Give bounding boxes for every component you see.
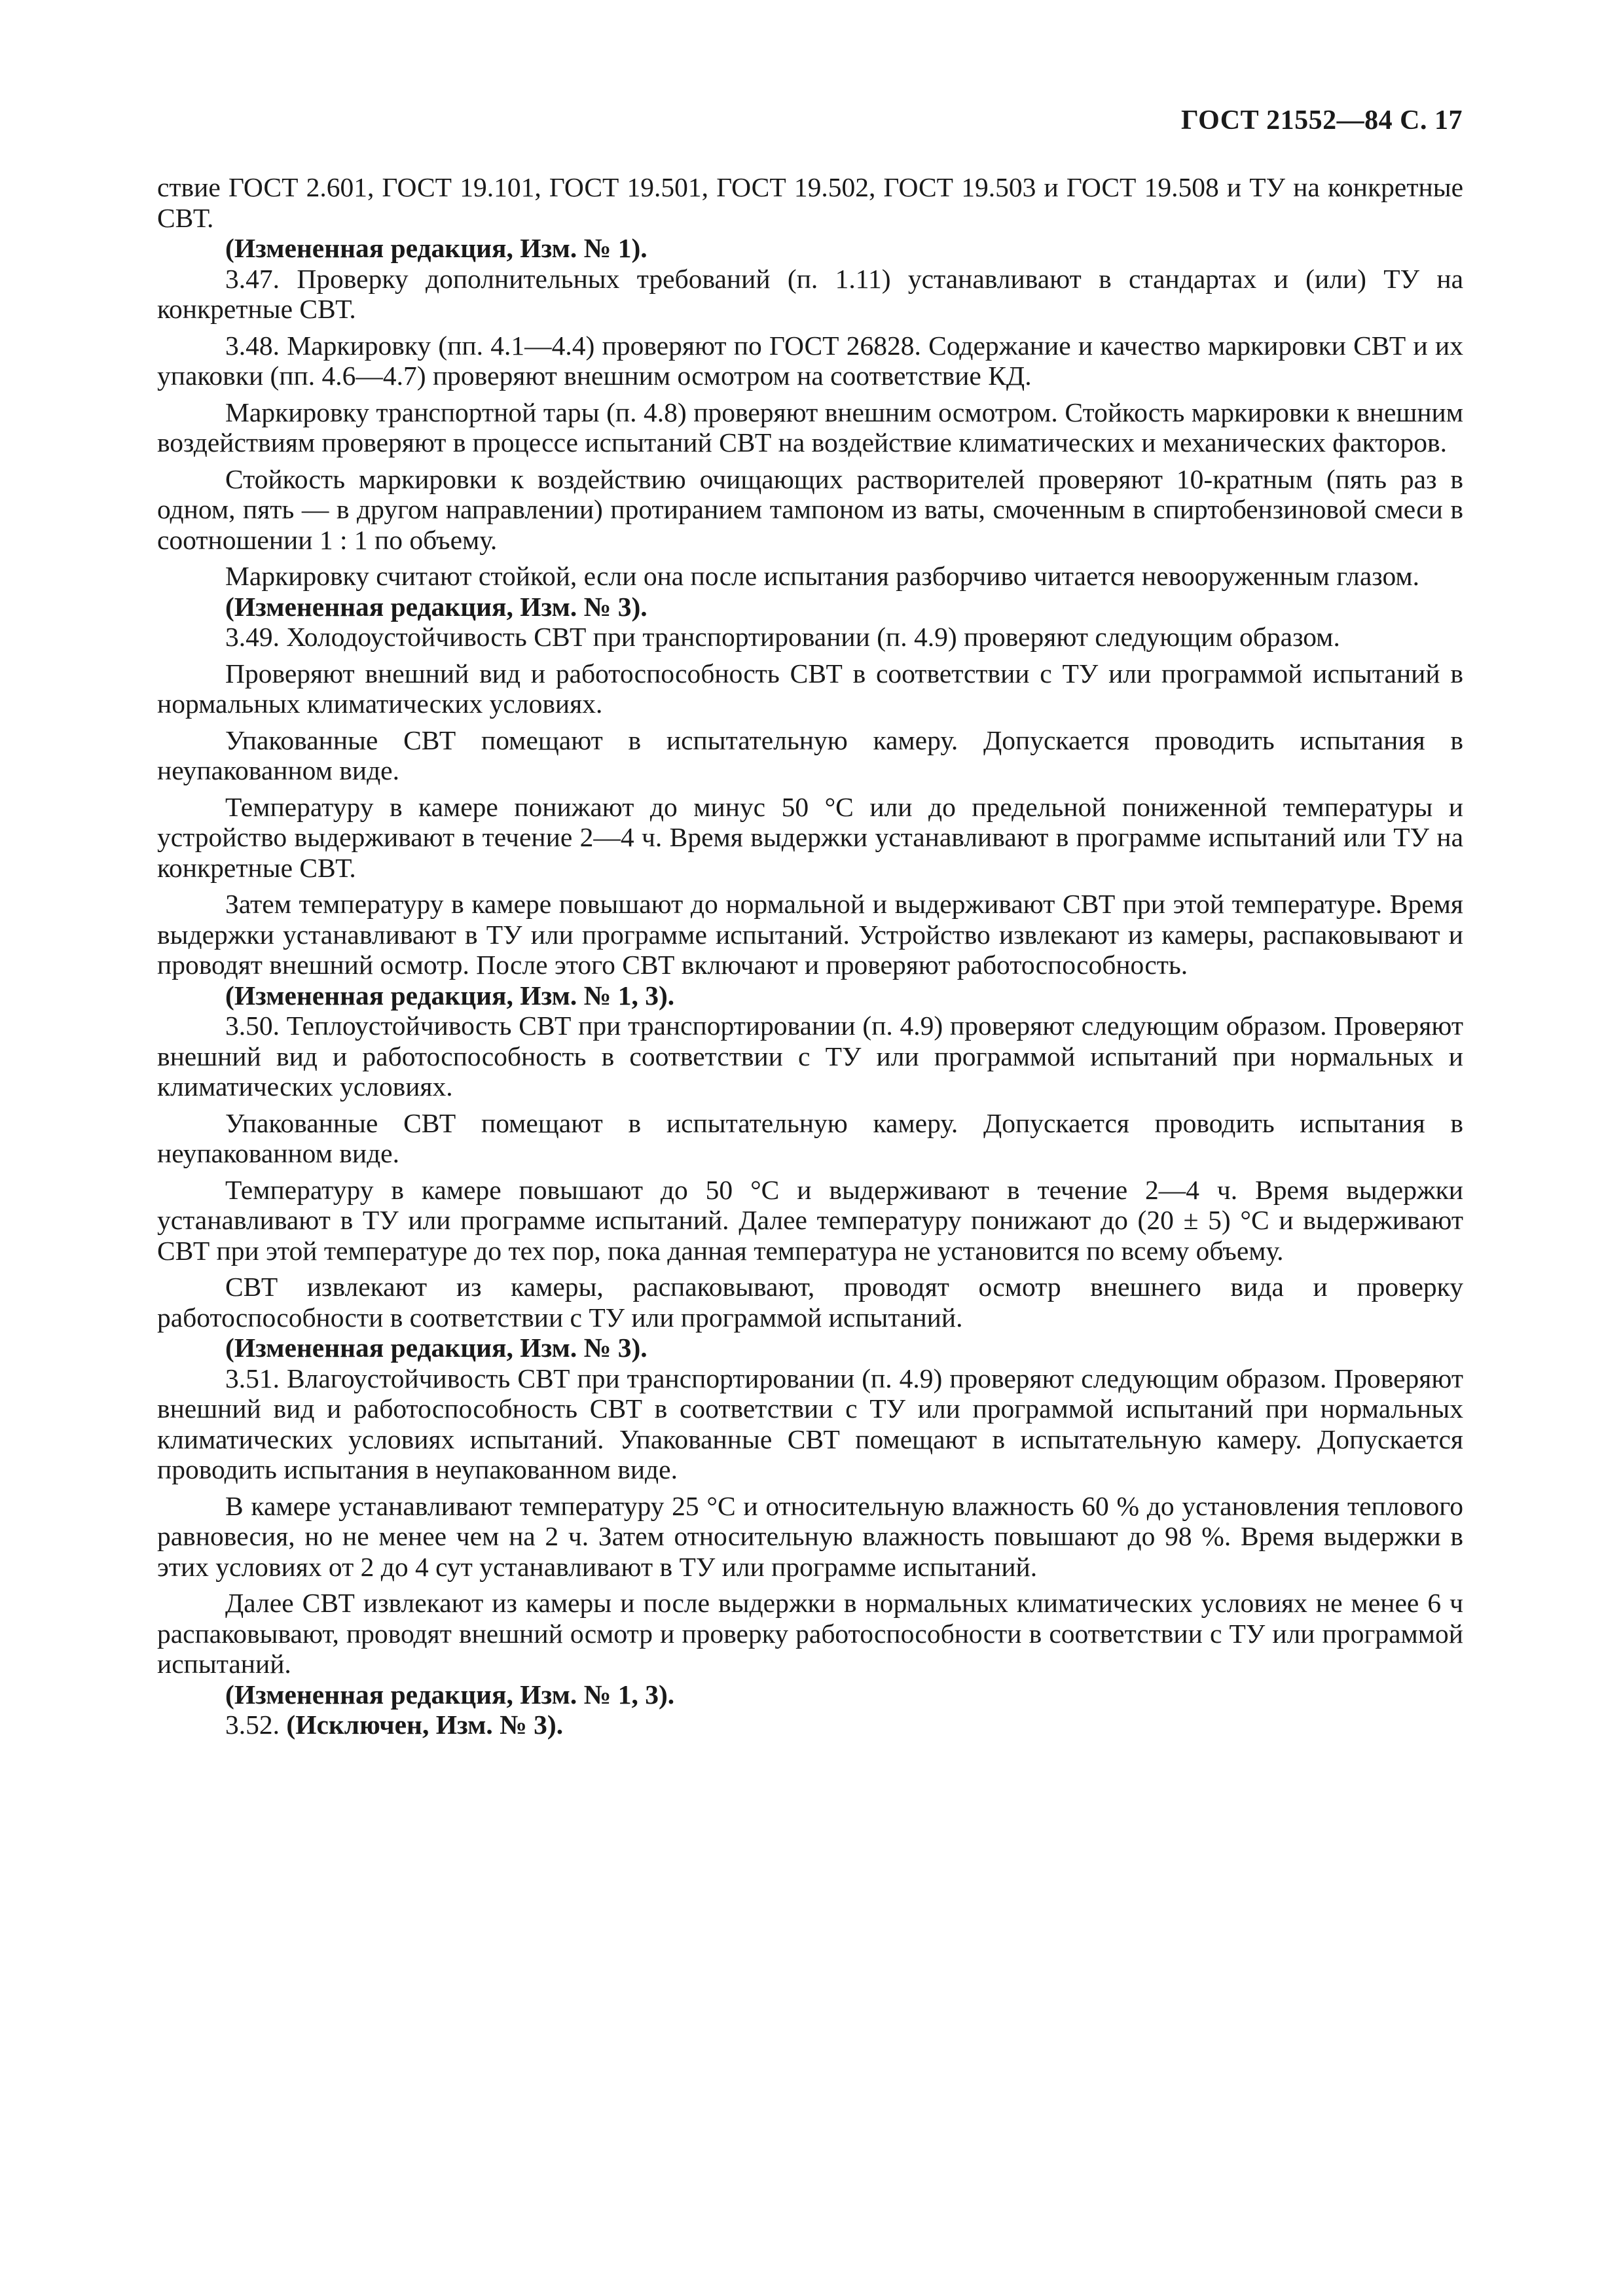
paragraph: Упакованные СВТ помещают в испытательную камеру. Допускается проводить испытания в неупакованном виде. — [157, 1107, 1463, 1168]
paragraph: Температуру в камере повышают до 50 °С и выдерживают в течение 2—4 ч. Время выдержки устанавливают в ТУ или программе испытаний. Далее температуру понижают до (20 ± 5) °С и выдерживают СВТ при этой температуре до тех пор, пока данная температура не установится по всему объему. — [157, 1174, 1463, 1266]
paragraph: Стойкость маркировки к воздействию очищающих растворителей проверяют 10-кратным (пять раз в одном, пять — в другом направлении) протиранием тампоном из ваты, смоченным в спиртобензиновой смеси в соотношении 1 : 1 по объему. — [157, 463, 1463, 555]
paragraph: Затем температуру в камере повышают до нормальной и выдерживают СВТ при этой температуре. Время выдержки устанавливают в ТУ или программе испытаний. Устройство извлекают из камеры, распаковывают и проводят внешний осмотр. После этого СВТ включают и проверяют работоспособность. — [157, 889, 1463, 980]
amendment-note: (Измененная редакция, Изм. № 3). — [225, 1333, 647, 1363]
paragraph: Температуру в камере понижают до минус 50 °С или до предельной пониженной температуры и устройство выдерживают в течение 2—4 ч. Время выдержки устанавливают в программе испытаний или ТУ на конкретные СВТ. — [157, 791, 1463, 883]
document-body — [157, 172, 1463, 1740]
page-header: ГОСТ 21552—84 С. 17 — [1180, 105, 1463, 135]
paragraph: СВТ извлекают из камеры, распаковывают, проводят осмотр внешнего вида и проверку работоспособности в соответствии с ТУ или программой испытаний. — [157, 1272, 1463, 1333]
paragraph: Упакованные СВТ помещают в испытательную камеру. Допускается проводить испытания в неупакованном виде. — [157, 725, 1463, 785]
amendment-note: (Измененная редакция, Изм. № 1). — [225, 233, 647, 263]
clause-3-50: 3.50. Теплоустойчивость СВТ при транспортировании (п. 4.9) проверяют следующим образом. Проверяют внешний вид и работоспособность в соответствии с ТУ или программой испытаний при нормальных и климатических условиях. — [157, 1011, 1463, 1102]
paragraph: Маркировку считают стойкой, если она после испытания разборчиво читается невооруженным глазом. — [225, 561, 1420, 591]
excluded-note: (Исключен, Изм. № 3). — [286, 1710, 564, 1740]
amendment-note: (Измененная редакция, Изм. № 3). — [225, 591, 647, 622]
paragraph: Проверяют внешний вид и работоспособность СВТ в соответствии с ТУ или программой испытаний в нормальных климатических условиях. — [157, 658, 1463, 719]
clause-3-48: 3.48. Маркировку (пп. 4.1—4.4) проверяют по ГОСТ 26828. Содержание и качество маркировки СВТ и их упаковки (пп. 4.6—4.7) проверяют внешним осмотром на соответствие КД. — [157, 330, 1463, 391]
clause-3-52 — [157, 1710, 1463, 1740]
amendment-note: (Измененная редакция, Изм. № 1, 3). — [225, 1679, 675, 1710]
clause-3-49: 3.49. Холодоустойчивость СВТ при транспортировании (п. 4.9) проверяют следующим образом. — [225, 622, 1340, 652]
amendment-note: (Измененная редакция, Изм. № 1, 3). — [225, 980, 675, 1011]
paragraph: Маркировку транспортной тары (п. 4.8) проверяют внешним осмотром. Стойкость маркировки к внешним воздействиям проверяют в процессе испытаний СВТ на воздействие климатических и механических факторов. — [157, 397, 1463, 457]
paragraph: Далее СВТ извлекают из камеры и после выдержки в нормальных климатических условиях не менее 6 ч распаковывают, проводят внешний осмотр и проверку работоспособности в соответствии с ТУ или программой испытаний. — [157, 1588, 1463, 1679]
clause-number: 3.52. — [225, 1710, 280, 1740]
paragraph-continuation: ствие ГОСТ 2.601, ГОСТ 19.101, ГОСТ 19.501, ГОСТ 19.502, ГОСТ 19.503 и ГОСТ 19.508 и ТУ на конкретные СВТ. — [157, 172, 1463, 233]
paragraph: В камере устанавливают температуру 25 °С и относительную влажность 60 % до установления теплового равновесия, но не менее чем на 2 ч. Затем относительную влажность повышают до 98 %. Время выдержки в этих условиях от 2 до 4 сут устанавливают в ТУ или программе испытаний. — [157, 1490, 1463, 1582]
clause-3-47: 3.47. Проверку дополнительных требований (п. 1.11) устанавливают в стандартах и (или) ТУ на конкретные СВТ. — [157, 263, 1463, 324]
clause-3-51: 3.51. Влагоустойчивость СВТ при транспортировании (п. 4.9) проверяют следующим образом. Проверяют внешний вид и работоспособность СВТ в соответствии с ТУ или программой испытаний при нормальных климатических условиях испытаний. Упакованные СВТ помещают в испытательную камеру. Допускается проводить испытания в неупакованном виде. — [157, 1363, 1463, 1484]
